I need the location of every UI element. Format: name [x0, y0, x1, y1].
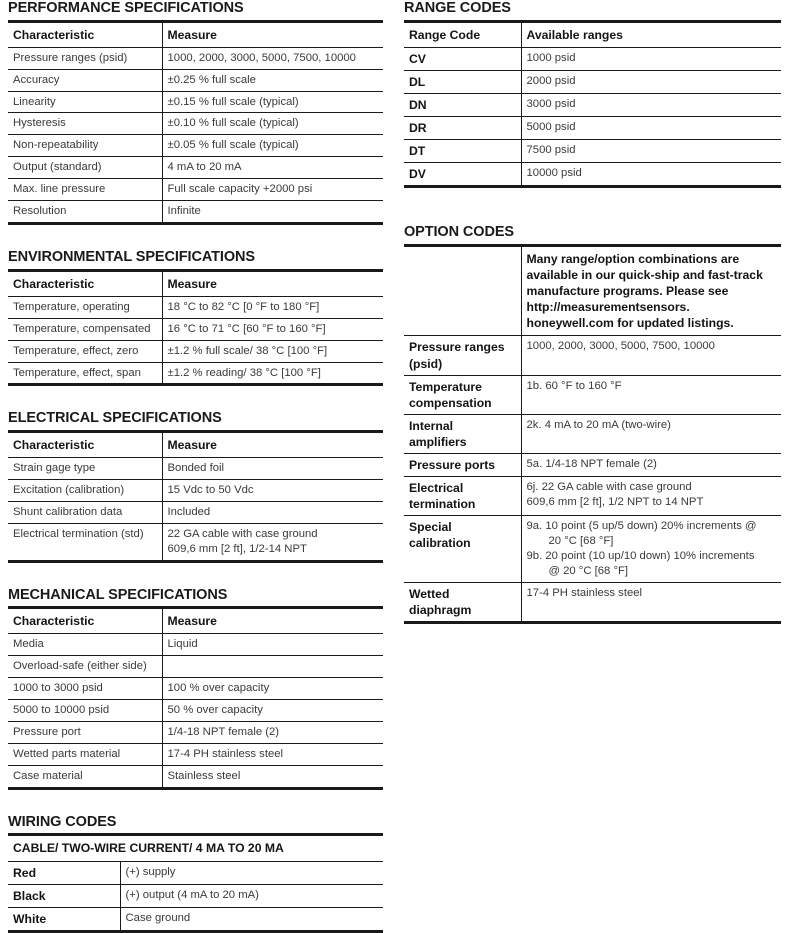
row-measure: 15 Vdc to 50 Vdc — [162, 480, 383, 502]
range-codes-table — [404, 20, 781, 189]
row-characteristic: Resolution — [8, 201, 162, 224]
row-measure-empty — [162, 656, 383, 678]
column-header-characteristic: Characteristic — [8, 608, 162, 634]
range-value: 2000 psid — [521, 70, 781, 93]
option-label-line-1: Temperature — [409, 379, 482, 394]
row-characteristic: Overload-safe (either side) — [8, 656, 162, 678]
row-measure: 50 % over capacity — [162, 700, 383, 722]
option-value — [521, 414, 781, 453]
option-label — [404, 477, 521, 516]
option-value-line: 9a. 10 point (5 up/5 down) 20% increments @ — [526, 520, 757, 533]
table-header-row — [8, 432, 383, 458]
option-label — [404, 454, 521, 477]
option-value-line: 5a. 1/4-18 NPT female (2) — [526, 458, 657, 471]
table-row — [8, 318, 383, 340]
section-spacer — [8, 790, 383, 814]
option-label-line-2: amplifiers — [409, 434, 467, 449]
option-value — [521, 375, 781, 414]
electrical-specifications-title: ELECTRICAL SPECIFICATIONS — [8, 410, 222, 427]
option-label-line-1: Special — [409, 520, 452, 535]
column-header-range-code: Range Code — [404, 21, 521, 47]
section-spacer-extra — [404, 212, 781, 224]
table-row — [8, 179, 383, 201]
table-row — [8, 634, 383, 656]
table-header-row — [404, 246, 781, 336]
electrical-specifications-table — [8, 430, 383, 563]
section-spacer — [8, 386, 383, 410]
row-measure: ±0.05 % full scale (typical) — [162, 135, 383, 157]
option-label-line-1: Internal — [409, 418, 454, 433]
row-measure: ±1.2 % full scale/ 38 °C [100 °F] — [162, 340, 383, 362]
table-row — [8, 113, 383, 135]
row-characteristic: Pressure port — [8, 722, 162, 744]
option-value-line: 6j. 22 GA cable with case ground — [526, 481, 692, 494]
row-measure: ±1.2 % reading/ 38 °C [100 °F] — [162, 362, 383, 385]
performance-specifications-table — [8, 20, 383, 225]
row-characteristic: Electrical termination (std) — [8, 523, 162, 561]
wiring-codes-title: WIRING CODES — [8, 813, 117, 830]
column-header-characteristic: Characteristic — [8, 432, 162, 458]
row-measure: 100 % over capacity — [162, 678, 383, 700]
table-row — [404, 117, 781, 140]
table-row — [8, 458, 383, 480]
table-row — [8, 884, 383, 907]
option-value-line: 1000, 2000, 3000, 5000, 7500, 10000 — [526, 340, 715, 353]
range-value: 1000 psid — [521, 47, 781, 70]
option-value — [521, 477, 781, 516]
row-characteristic: Output (standard) — [8, 157, 162, 179]
option-label — [404, 336, 521, 375]
row-measure: Infinite — [162, 201, 383, 224]
table-row — [404, 516, 781, 583]
option-label-line-2: (psid) — [409, 356, 443, 371]
left-column — [8, 0, 383, 933]
table-header-row — [404, 21, 781, 47]
range-value: 7500 psid — [521, 140, 781, 163]
column-header-measure: Measure — [162, 21, 383, 47]
table-row — [8, 907, 383, 931]
table-row — [404, 70, 781, 93]
column-header-characteristic: Characteristic — [8, 270, 162, 296]
row-measure: Full scale capacity +2000 psi — [162, 179, 383, 201]
table-row — [8, 678, 383, 700]
row-measure: 1000, 2000, 3000, 5000, 7500, 10000 — [162, 47, 383, 69]
option-label-line-2: compensation — [409, 395, 492, 410]
option-label-line-1: Pressure ports — [409, 458, 496, 473]
table-row — [8, 296, 383, 318]
table-row — [8, 501, 383, 523]
row-measure: Included — [162, 501, 383, 523]
wire-color: Red — [8, 861, 120, 884]
row-characteristic: Temperature, compensated — [8, 318, 162, 340]
performance-specifications-title: PERFORMANCE SPECIFICATIONS — [8, 0, 244, 16]
range-value: 10000 psid — [521, 163, 781, 187]
table-row — [404, 47, 781, 70]
range-code: DT — [404, 140, 521, 163]
section-spacer — [404, 188, 781, 212]
option-value-line: @ 20 °C [68 °F] — [548, 565, 629, 578]
table-row — [404, 582, 781, 622]
column-header-characteristic: Characteristic — [8, 21, 162, 47]
table-row — [8, 744, 383, 766]
row-characteristic: Strain gage type — [8, 458, 162, 480]
environmental-specifications-table — [8, 269, 383, 387]
option-value-line: 1b. 60 °F to 160 °F — [526, 379, 622, 392]
section-spacer — [8, 563, 383, 587]
environmental-specifications-title: ENVIRONMENTAL SPECIFICATIONS — [8, 249, 255, 266]
table-row — [404, 477, 781, 516]
wire-function: Case ground — [120, 907, 383, 931]
row-characteristic: Accuracy — [8, 69, 162, 91]
table-row — [404, 93, 781, 116]
column-header-measure: Measure — [162, 432, 383, 458]
table-row — [8, 340, 383, 362]
option-value-line: 2k. 4 mA to 20 mA (two-wire) — [526, 418, 671, 431]
row-characteristic: Shunt calibration data — [8, 501, 162, 523]
row-characteristic: Media — [8, 634, 162, 656]
wire-color: White — [8, 907, 120, 931]
option-value-line: 17-4 PH stainless steel — [526, 586, 643, 599]
row-characteristic: Wetted parts material — [8, 744, 162, 766]
column-header-available-ranges: Available ranges — [521, 21, 781, 47]
row-characteristic: 5000 to 10000 psid — [8, 700, 162, 722]
option-value-line: 20 °C [68 °F] — [548, 535, 614, 548]
table-header-row — [8, 835, 383, 861]
table-row — [8, 47, 383, 69]
row-measure: 17-4 PH stainless steel — [162, 744, 383, 766]
row-characteristic: Hysteresis — [8, 113, 162, 135]
option-label — [404, 375, 521, 414]
option-label — [404, 582, 521, 622]
option-label — [404, 414, 521, 453]
table-row — [8, 362, 383, 385]
table-row — [404, 454, 781, 477]
table-row — [8, 69, 383, 91]
row-measure: Liquid — [162, 634, 383, 656]
option-value — [521, 454, 781, 477]
option-codes-title: OPTION CODES — [404, 224, 514, 241]
row-characteristic: Temperature, operating — [8, 296, 162, 318]
right-column — [404, 0, 781, 624]
column-header-measure: Measure — [162, 270, 383, 296]
row-measure: ±0.15 % full scale (typical) — [162, 91, 383, 113]
table-row — [404, 414, 781, 453]
table-row — [8, 157, 383, 179]
table-header-row — [8, 608, 383, 634]
option-codes-note: Many range/option combinations are available in our quick-ship and fast-track manufacture programs. Please see http://measurementsensors. honeywell.com for updated listings. — [521, 246, 781, 336]
range-value: 3000 psid — [521, 93, 781, 116]
table-row — [404, 163, 781, 187]
wire-color: Black — [8, 884, 120, 907]
section-spacer — [8, 225, 383, 249]
table-row — [404, 140, 781, 163]
row-characteristic: Non-repeatability — [8, 135, 162, 157]
range-code: DL — [404, 70, 521, 93]
mechanical-specifications-title: MECHANICAL SPECIFICATIONS — [8, 586, 228, 603]
wire-function: (+) supply — [120, 861, 383, 884]
option-label-line-2: termination — [409, 497, 476, 512]
row-measure: ±0.25 % full scale — [162, 69, 383, 91]
range-codes-title: RANGE CODES — [404, 0, 511, 16]
table-row — [8, 480, 383, 502]
table-row — [8, 765, 383, 788]
termination-line-1: 22 GA cable with case ground — [167, 527, 318, 540]
option-label-line-1: Wetted — [409, 586, 450, 601]
row-characteristic: Max. line pressure — [8, 179, 162, 201]
row-characteristic: Excitation (calibration) — [8, 480, 162, 502]
option-value — [521, 516, 781, 583]
row-characteristic: Linearity — [8, 91, 162, 113]
row-measure: ±0.10 % full scale (typical) — [162, 113, 383, 135]
option-label — [404, 516, 521, 583]
option-value-line: 609,6 mm [2 ft], 1/2 NPT to 14 NPT — [526, 496, 704, 509]
termination-line-2: 609,6 mm [2 ft], 1/2-14 NPT — [167, 542, 307, 555]
row-measure: 1/4-18 NPT female (2) — [162, 722, 383, 744]
column-header-measure: Measure — [162, 608, 383, 634]
option-value — [521, 336, 781, 375]
option-codes-table — [404, 244, 781, 624]
row-characteristic: Temperature, effect, zero — [8, 340, 162, 362]
range-code: DV — [404, 163, 521, 187]
mechanical-specifications-table — [8, 606, 383, 789]
wire-function: (+) output (4 mA to 20 mA) — [120, 884, 383, 907]
row-measure — [162, 523, 383, 561]
row-characteristic: Pressure ranges (psid) — [8, 47, 162, 69]
table-row — [8, 201, 383, 224]
option-label-line-1: Electrical — [409, 481, 464, 496]
table-row — [404, 375, 781, 414]
table-row — [8, 91, 383, 113]
table-row — [404, 336, 781, 375]
option-codes-empty-header — [404, 246, 521, 336]
option-value — [521, 582, 781, 622]
range-value: 5000 psid — [521, 117, 781, 140]
row-characteristic: Case material — [8, 765, 162, 788]
range-code: DR — [404, 117, 521, 140]
row-measure: 18 °C to 82 °C [0 °F to 180 °F] — [162, 296, 383, 318]
row-characteristic: Temperature, effect, span — [8, 362, 162, 385]
option-label-line-1: Pressure ranges — [409, 340, 505, 355]
range-code: CV — [404, 47, 521, 70]
table-row — [8, 656, 383, 678]
range-code: DN — [404, 93, 521, 116]
option-label-line-2: diaphragm — [409, 603, 472, 618]
row-measure: Bonded foil — [162, 458, 383, 480]
table-row — [8, 523, 383, 561]
option-label-line-2: calibration — [409, 536, 471, 551]
row-measure: 4 mA to 20 mA — [162, 157, 383, 179]
row-measure: 16 °C to 71 °C [60 °F to 160 °F] — [162, 318, 383, 340]
table-row — [8, 722, 383, 744]
wiring-codes-table — [8, 833, 383, 932]
wiring-banner-header: CABLE/ TWO-WIRE CURRENT/ 4 MA TO 20 MA — [8, 835, 383, 861]
table-header-row — [8, 21, 383, 47]
table-header-row — [8, 270, 383, 296]
table-row — [8, 700, 383, 722]
row-measure: Stainless steel — [162, 765, 383, 788]
option-value-line: 9b. 20 point (10 up/10 down) 10% increments — [526, 550, 755, 563]
row-characteristic: 1000 to 3000 psid — [8, 678, 162, 700]
table-row — [8, 135, 383, 157]
